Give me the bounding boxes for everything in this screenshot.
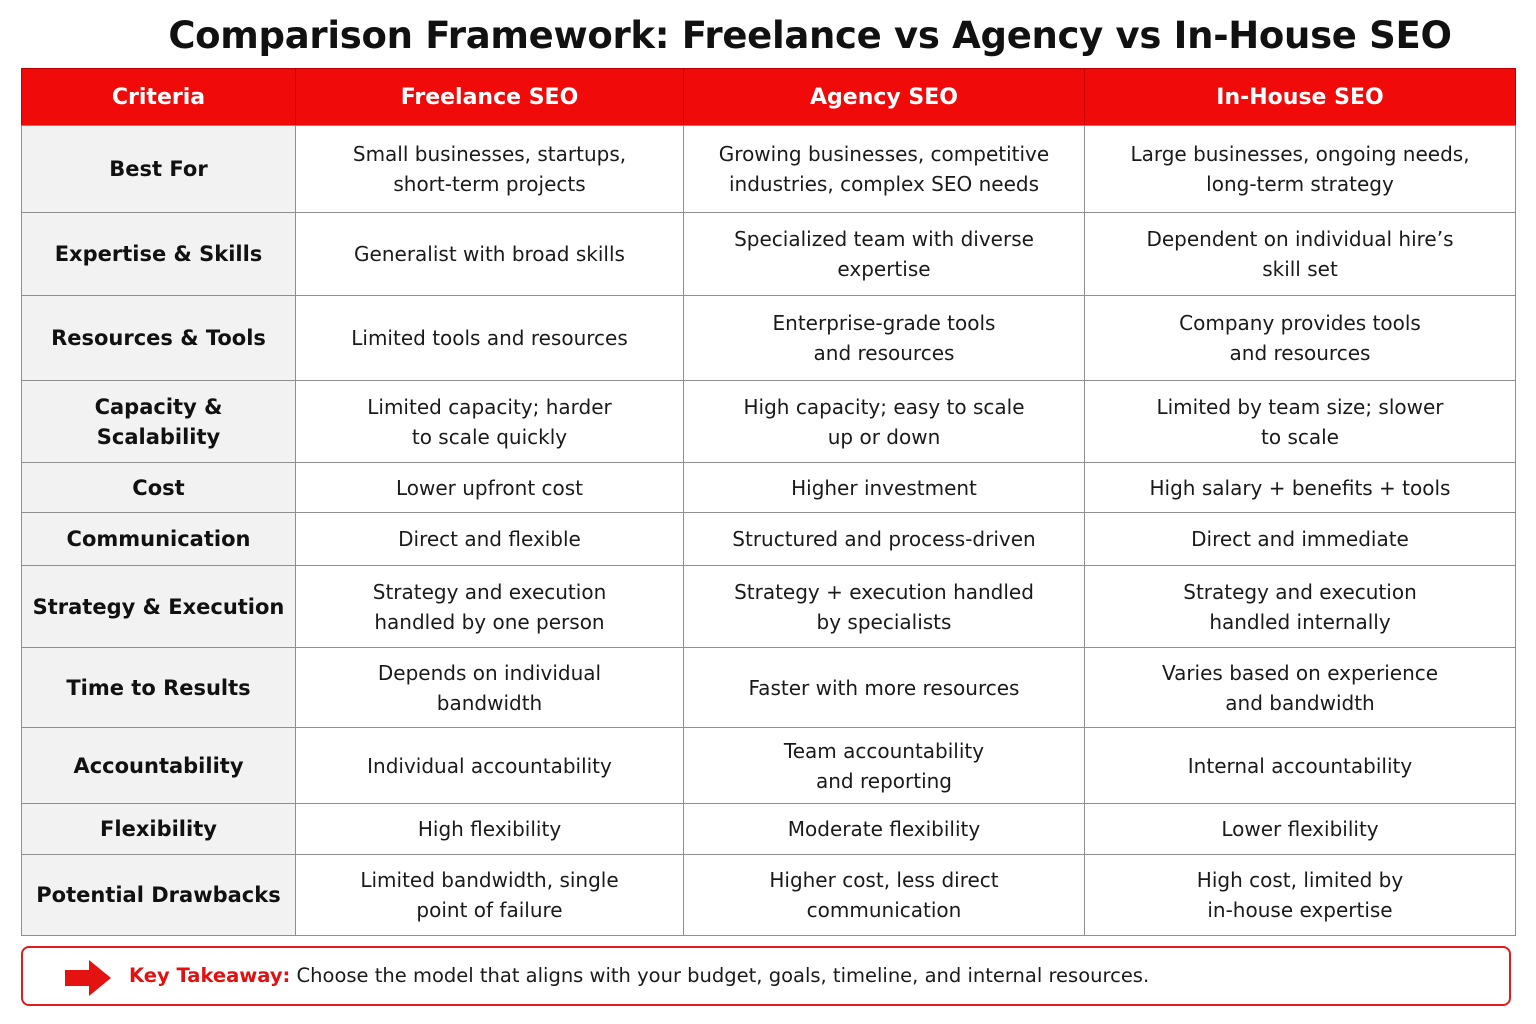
cell-line: to scale xyxy=(1261,424,1339,449)
comparison-table xyxy=(21,68,1516,936)
freelance-cell xyxy=(296,213,684,296)
agency-cell xyxy=(684,728,1085,804)
inhouse-cell xyxy=(1085,855,1516,936)
inhouse-cell xyxy=(1085,513,1516,566)
freelance-cell xyxy=(296,566,684,648)
cell-line: and resources xyxy=(1229,341,1371,365)
cell-line: Limited bandwidth, single xyxy=(360,868,619,892)
freelance-cell xyxy=(296,463,684,513)
agency-cell xyxy=(684,213,1085,296)
cell-line: bandwidth xyxy=(436,690,543,715)
cell-line: Limited tools and resources xyxy=(351,326,628,350)
inhouse-cell xyxy=(1085,463,1516,513)
criteria-cell: Cost xyxy=(22,463,296,513)
criteria-cell: Resources & Tools xyxy=(22,296,296,381)
cell-line: Lower upfront cost xyxy=(395,475,584,500)
cell-line: Strategy + execution handled xyxy=(734,579,1034,604)
table-body xyxy=(22,126,1516,936)
cell-line: in-house expertise xyxy=(1207,898,1393,922)
cell-line: Dependent on individual hire’s xyxy=(1146,227,1454,251)
cell-line: Limited capacity; harder xyxy=(367,394,612,419)
cell-line: Internal accountability xyxy=(1187,753,1413,778)
cell-line: High flexibility xyxy=(417,817,562,841)
agency-cell xyxy=(684,463,1085,513)
key-takeaway-box xyxy=(21,946,1511,1006)
cell-line: Faster with more resources xyxy=(748,675,1020,700)
cell-line: up or down xyxy=(827,424,941,449)
takeaway-body: Choose the model that aligns with your budget, goals, timeline, and internal resources. xyxy=(290,964,1150,987)
table-row xyxy=(22,381,1516,463)
criteria-cell: Potential Drawbacks xyxy=(22,855,296,936)
cell-line: Direct and flexible xyxy=(398,527,581,551)
cell-line: Company provides tools xyxy=(1179,311,1421,335)
comparison-table-container xyxy=(21,68,1515,936)
criteria-cell: Strategy & Execution xyxy=(22,566,296,648)
inhouse-cell xyxy=(1085,126,1516,213)
inhouse-cell xyxy=(1085,381,1516,463)
agency-cell xyxy=(684,566,1085,648)
cell-line: long-term strategy xyxy=(1206,172,1394,196)
cell-line: High cost, limited by xyxy=(1196,868,1404,892)
cell-line: and bandwidth xyxy=(1225,690,1375,715)
criteria-cell: Flexibility xyxy=(22,804,296,855)
cell-line: Generalist with broad skills xyxy=(354,242,625,266)
cell-line: communication xyxy=(806,898,962,922)
agency-cell xyxy=(684,126,1085,213)
agency-cell xyxy=(684,648,1085,728)
freelance-cell xyxy=(296,728,684,804)
cell-line: Varies based on experience xyxy=(1161,660,1439,685)
page-title: Comparison Framework: Freelance vs Agency vs In-House SEO xyxy=(168,14,1452,57)
freelance-cell xyxy=(296,855,684,936)
criteria-cell: Accountability xyxy=(22,728,296,804)
cell-line: High capacity; easy to scale xyxy=(743,394,1025,419)
inhouse-cell xyxy=(1085,804,1516,855)
table-row xyxy=(22,513,1516,566)
cell-line: short-term projects xyxy=(393,172,586,196)
cell-line: handled internally xyxy=(1209,609,1391,634)
table-row xyxy=(22,728,1516,804)
cell-line: Strategy and execution xyxy=(1183,579,1417,604)
cell-line: to scale quickly xyxy=(411,424,568,449)
freelance-cell xyxy=(296,381,684,463)
agency-cell xyxy=(684,513,1085,566)
agency-cell xyxy=(684,804,1085,855)
table-row xyxy=(22,126,1516,213)
inhouse-cell xyxy=(1085,213,1516,296)
freelance-cell xyxy=(296,513,684,566)
inhouse-cell xyxy=(1085,728,1516,804)
table-row xyxy=(22,566,1516,648)
inhouse-cell xyxy=(1085,648,1516,728)
cell-line: and resources xyxy=(813,341,955,365)
freelance-cell xyxy=(296,804,684,855)
cell-line: Depends on individual xyxy=(377,660,602,685)
cell-line: and reporting xyxy=(816,768,952,793)
cell-line: Specialized team with diverse xyxy=(734,227,1034,251)
cell-line: Limited by team size; slower xyxy=(1156,394,1444,419)
agency-cell xyxy=(684,855,1085,936)
takeaway-text xyxy=(129,948,1149,1004)
criteria-cell: Expertise & Skills xyxy=(22,213,296,296)
criteria-cell: Time to Results xyxy=(22,648,296,728)
cell-line: Structured and process-driven xyxy=(732,527,1036,551)
table-row xyxy=(22,213,1516,296)
cell-line: High salary + benefits + tools xyxy=(1149,475,1451,500)
cell-line: industries, complex SEO needs xyxy=(728,172,1040,196)
cell-line: by specialists xyxy=(816,609,952,634)
cell-line: Direct and immediate xyxy=(1191,527,1409,551)
cell-line: Higher cost, less direct xyxy=(769,868,999,892)
table-row xyxy=(22,463,1516,513)
cell-line: Enterprise-grade tools xyxy=(772,311,996,335)
cell-line: Moderate flexibility xyxy=(787,817,981,841)
cell-line: handled by one person xyxy=(374,609,605,634)
table-row xyxy=(22,855,1516,936)
inhouse-cell xyxy=(1085,566,1516,648)
table-row xyxy=(22,296,1516,381)
cell-line: Small businesses, startups, xyxy=(352,142,627,166)
cell-line: point of failure xyxy=(416,898,563,922)
freelance-cell xyxy=(296,296,684,381)
header-agency: Agency SEO xyxy=(684,69,1085,126)
table-header-row xyxy=(22,69,1516,126)
cell-line: Individual accountability xyxy=(367,753,612,778)
table-row xyxy=(22,804,1516,855)
inhouse-cell xyxy=(1085,296,1516,381)
cell-line: Large businesses, ongoing needs, xyxy=(1130,142,1470,166)
header-freelance: Freelance SEO xyxy=(296,69,684,126)
criteria-cell: Communication xyxy=(22,513,296,566)
cell-line: Higher investment xyxy=(791,475,977,500)
cell-line: Team accountability xyxy=(783,738,985,763)
cell-line: skill set xyxy=(1262,257,1338,281)
freelance-cell xyxy=(296,648,684,728)
criteria-cell: Capacity & Scalability xyxy=(22,381,296,463)
cell-line: expertise xyxy=(837,257,931,281)
criteria-cell: Best For xyxy=(22,126,296,213)
cell-line: Growing businesses, competitive xyxy=(718,142,1050,166)
agency-cell xyxy=(684,381,1085,463)
right-arrow-icon xyxy=(65,960,111,996)
table-row xyxy=(22,648,1516,728)
freelance-cell xyxy=(296,126,684,213)
cell-line: Strategy and execution xyxy=(372,579,607,604)
takeaway-label: Key Takeaway: xyxy=(129,964,291,987)
cell-line: Lower flexibility xyxy=(1221,817,1379,841)
header-criteria: Criteria xyxy=(22,69,296,126)
header-inhouse: In-House SEO xyxy=(1085,69,1516,126)
agency-cell xyxy=(684,296,1085,381)
